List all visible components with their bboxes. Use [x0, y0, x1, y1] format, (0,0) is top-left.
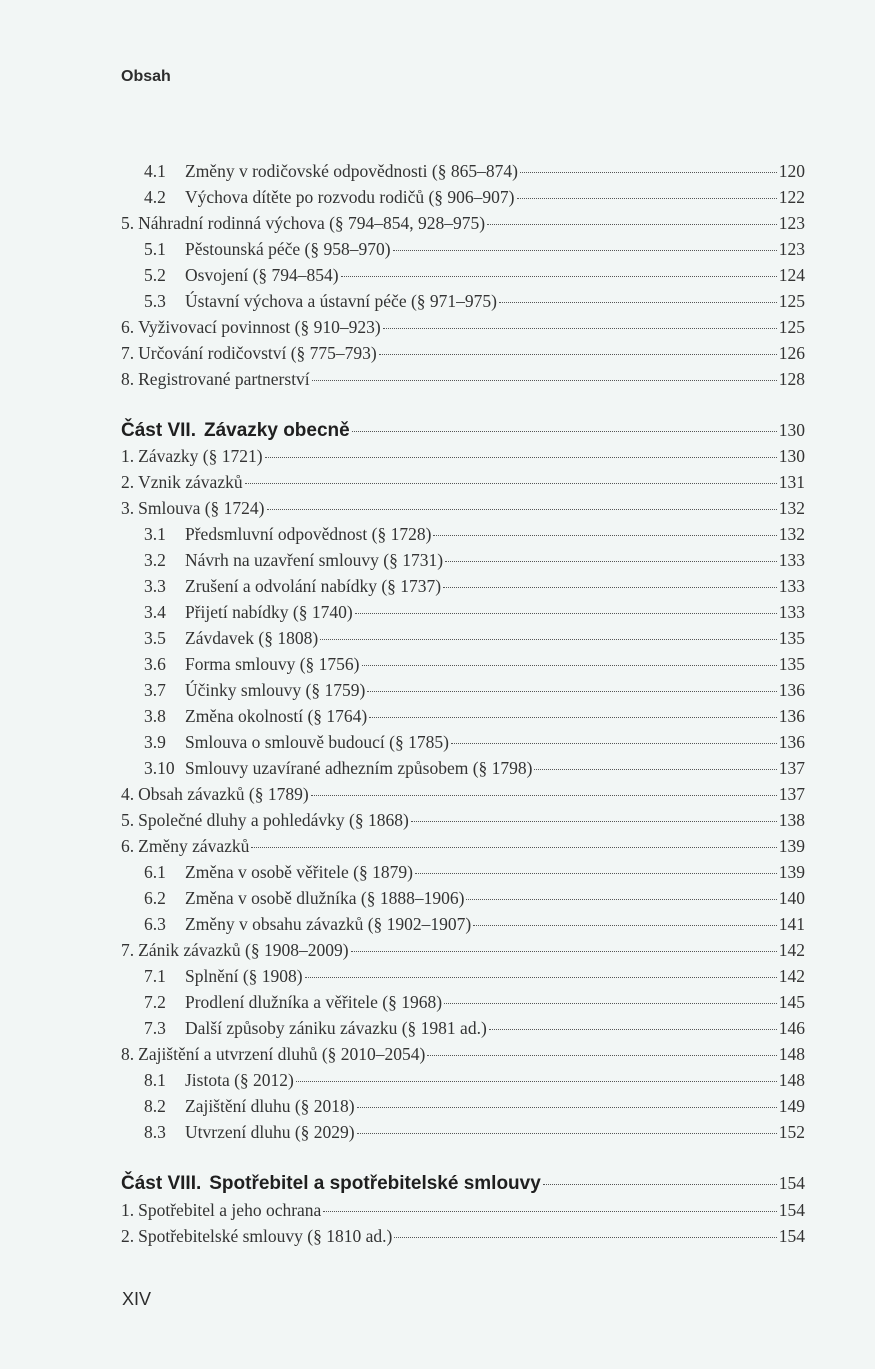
toc-entry-title: Návrh na uzavření smlouvy (§ 1731): [185, 550, 444, 570]
toc-entry-title: Změna v osobě dlužníka (§ 1888–1906): [185, 888, 465, 908]
toc-entry-number: 7.: [121, 343, 135, 363]
toc-entry: [144, 1067, 805, 1093]
toc-entry-title: Spotřebitel a spotřebitelské smlouvy: [209, 1173, 541, 1194]
toc-entry: [121, 937, 805, 963]
dot-leader: [383, 328, 777, 329]
dot-leader: [379, 354, 777, 355]
dot-leader: [357, 1133, 777, 1134]
toc-entry: [121, 495, 805, 521]
toc-entry-page: 148: [778, 1044, 805, 1064]
toc-entry-page: 122: [778, 187, 805, 207]
toc-entry-title: Další způsoby zániku závazku (§ 1981 ad.): [185, 1018, 487, 1038]
toc-entry-page: 146: [778, 1018, 805, 1038]
toc-entry: [144, 599, 805, 625]
toc-entry-number: 3.2: [144, 550, 166, 570]
dot-leader: [296, 1081, 777, 1082]
dot-leader: [517, 198, 777, 199]
toc-part-heading: [121, 417, 805, 443]
toc-entry-title: Změna v osobě věřitele (§ 1879): [185, 862, 413, 882]
dot-leader: [466, 899, 776, 900]
toc-entry-number: 3.3: [144, 576, 166, 596]
dot-leader: [444, 1003, 777, 1004]
toc-entry-title: Zánik závazků (§ 1908–2009): [138, 940, 349, 960]
dot-leader: [267, 509, 777, 510]
toc-entry-page: 140: [778, 888, 805, 908]
toc-entry: [144, 521, 805, 547]
toc-entry-page: 148: [778, 1070, 805, 1090]
toc-entry-page: 133: [778, 576, 805, 596]
toc-entry-page: 154: [778, 1226, 805, 1246]
toc-entry-number: 6.3: [144, 914, 166, 934]
toc-entry-title: Vznik závazků: [138, 472, 243, 492]
toc-entry-page: 154: [778, 1200, 805, 1220]
toc-entry-page: 138: [778, 810, 805, 830]
toc-entry-title: Smlouva (§ 1724): [138, 498, 265, 518]
toc-entry: [121, 366, 805, 392]
toc-entry-page: 145: [778, 992, 805, 1012]
toc-entry-number: 7.2: [144, 992, 166, 1012]
toc-entry-page: 126: [778, 343, 805, 363]
toc-entry: [144, 651, 805, 677]
toc-entry-page: 136: [778, 706, 805, 726]
toc-entry-title: Pěstounská péče (§ 958–970): [185, 239, 391, 259]
toc-entry-page: 124: [778, 265, 805, 285]
toc-entry: [144, 963, 805, 989]
toc-entry: [144, 755, 805, 781]
toc-entry: [121, 469, 805, 495]
toc-entry-page: 139: [778, 862, 805, 882]
dot-leader: [312, 380, 777, 381]
toc-entry: [144, 288, 805, 314]
toc-entry-page: 120: [778, 161, 805, 181]
toc-entry-number: 8.3: [144, 1122, 166, 1142]
toc-entry-number: 3.5: [144, 628, 166, 648]
toc-entry-title: Forma smlouvy (§ 1756): [185, 654, 360, 674]
toc-entry: [121, 340, 805, 366]
toc-entry: [121, 1197, 805, 1223]
toc-entry: [121, 1041, 805, 1067]
toc-entry-number: Část VIII.: [121, 1173, 202, 1194]
toc-entry-number: 1.: [121, 446, 135, 466]
toc-entry: [144, 859, 805, 885]
toc-entry-title: Utvrzení dluhu (§ 2029): [185, 1122, 355, 1142]
toc-entry-title: Osvojení (§ 794–854): [185, 265, 339, 285]
toc-entry-number: 4.2: [144, 187, 166, 207]
toc-entry: [144, 911, 805, 937]
toc-entry-page: 149: [778, 1096, 805, 1116]
dot-leader: [489, 1029, 777, 1030]
toc-entry-number: 5.3: [144, 291, 166, 311]
toc-entry-title: Zajištění a utvrzení dluhů (§ 2010–2054): [138, 1044, 426, 1064]
dot-leader: [351, 951, 777, 952]
dot-leader: [311, 795, 777, 796]
dot-leader: [411, 821, 777, 822]
toc-part-heading: [121, 1170, 805, 1196]
toc-entry-page: 154: [778, 1173, 805, 1193]
running-header: Obsah: [121, 68, 171, 85]
toc-entry-title: Spotřebitel a jeho ochrana: [138, 1200, 322, 1220]
dot-leader: [393, 250, 777, 251]
dot-leader: [520, 172, 777, 173]
toc-entry: [144, 677, 805, 703]
toc-entry-title: Náhradní rodinná výchova (§ 794–854, 928–975): [138, 213, 486, 233]
toc-entry-number: 6.2: [144, 888, 166, 908]
dot-leader: [367, 691, 776, 692]
toc-entry-number: 8.1: [144, 1070, 166, 1090]
toc-entry-number: 7.3: [144, 1018, 166, 1038]
toc-entry: [144, 236, 805, 262]
toc-entry-title: Společné dluhy a pohledávky (§ 1868): [138, 810, 409, 830]
toc-entry-page: 136: [778, 680, 805, 700]
dot-leader: [352, 431, 777, 432]
toc-entry: [144, 1119, 805, 1145]
toc-entry-title: Změna okolností (§ 1764): [185, 706, 368, 726]
toc-entry-number: 3.4: [144, 602, 166, 622]
toc-entry-number: 3.1: [144, 524, 166, 544]
toc-entry-page: 130: [778, 420, 805, 440]
toc-entry-number: 2.: [121, 1226, 135, 1246]
toc-entry-title: Změny v obsahu závazků (§ 1902–1907): [185, 914, 472, 934]
toc-entry: [121, 314, 805, 340]
toc-entry-page: 142: [778, 966, 805, 986]
toc-entry-title: Předsmluvní odpovědnost (§ 1728): [185, 524, 432, 544]
toc-entry-number: 7.: [121, 940, 135, 960]
toc-entry-number: 3.: [121, 498, 135, 518]
toc-entry-title: Spotřebitelské smlouvy (§ 1810 ad.): [138, 1226, 393, 1246]
toc-entry-title: Změny v rodičovské odpovědnosti (§ 865–874): [185, 161, 518, 181]
toc-entry-number: 5.: [121, 213, 135, 233]
toc-entry-page: 123: [778, 239, 805, 259]
dot-leader: [473, 925, 777, 926]
dot-leader: [445, 561, 777, 562]
toc-entry-number: 8.: [121, 369, 135, 389]
toc-entry: [144, 729, 805, 755]
toc-entry-title: Prodlení dlužníka a věřitele (§ 1968): [185, 992, 443, 1012]
toc-entry-number: 7.1: [144, 966, 166, 986]
toc-entry: [144, 989, 805, 1015]
toc-entry-number: Část VII.: [121, 420, 196, 441]
toc-entry: [144, 573, 805, 599]
toc-entry-number: 6.1: [144, 862, 166, 882]
toc-entry: [121, 781, 805, 807]
toc-entry-title: Účinky smlouvy (§ 1759): [185, 680, 366, 700]
toc-entry-page: 137: [778, 784, 805, 804]
dot-leader: [534, 769, 776, 770]
toc-entry-page: 136: [778, 732, 805, 752]
toc-entry-title: Smlouvy uzavírané adhezním způsobem (§ 1798): [185, 758, 533, 778]
toc-entry-page: 128: [778, 369, 805, 389]
toc-entry-page: 131: [778, 472, 805, 492]
toc-entry-number: 1.: [121, 1200, 135, 1220]
toc-entry: [144, 703, 805, 729]
toc-entry-title: Vyživovací povinnost (§ 910–923): [138, 317, 381, 337]
dot-leader: [427, 1055, 776, 1056]
toc-entry-title: Splnění (§ 1908): [185, 966, 303, 986]
toc-entry-number: 5.: [121, 810, 135, 830]
toc-entry-page: 137: [778, 758, 805, 778]
dot-leader: [369, 717, 776, 718]
dot-leader: [394, 1237, 776, 1238]
dot-leader: [443, 587, 777, 588]
toc-entry: [144, 158, 805, 184]
toc-entry: [144, 625, 805, 651]
toc-entry-title: Přijetí nabídky (§ 1740): [185, 602, 353, 622]
toc-entry-title: Závazky (§ 1721): [138, 446, 263, 466]
toc-entry: [121, 833, 805, 859]
toc-entry: [121, 210, 805, 236]
toc-entry: [144, 1015, 805, 1041]
toc-entry-number: 4.: [121, 784, 135, 804]
dot-leader: [265, 457, 777, 458]
toc-entry-page: 125: [778, 317, 805, 337]
dot-leader: [323, 1211, 776, 1212]
toc-entry-number: 6.: [121, 836, 135, 856]
toc-entry: [144, 262, 805, 288]
toc-entry: [144, 885, 805, 911]
dot-leader: [341, 276, 777, 277]
toc-entry-number: 8.2: [144, 1096, 166, 1116]
toc-entry-title: Změny závazků: [138, 836, 250, 856]
dot-leader: [499, 302, 777, 303]
dot-leader: [451, 743, 777, 744]
dot-leader: [433, 535, 776, 536]
toc-entry-number: 3.10: [144, 758, 175, 778]
toc-entry-number: 2.: [121, 472, 135, 492]
toc-entry-page: 142: [778, 940, 805, 960]
toc-entry-title: Výchova dítěte po rozvodu rodičů (§ 906–907): [185, 187, 515, 207]
toc-entry-page: 130: [778, 446, 805, 466]
toc-entry-page: 141: [778, 914, 805, 934]
toc-entry-page: 139: [778, 836, 805, 856]
toc-entry-number: 8.: [121, 1044, 135, 1064]
toc-entry-number: 6.: [121, 317, 135, 337]
toc-entry-number: 3.6: [144, 654, 166, 674]
toc-entry-number: 3.9: [144, 732, 166, 752]
dot-leader: [320, 639, 777, 640]
toc-entry-page: 135: [778, 628, 805, 648]
toc-entry-page: 125: [778, 291, 805, 311]
toc-entry: [144, 184, 805, 210]
toc-entry-title: Jistota (§ 2012): [185, 1070, 294, 1090]
toc-entry-number: 5.1: [144, 239, 166, 259]
toc-entry-title: Zajištění dluhu (§ 2018): [185, 1096, 355, 1116]
toc-entry: [121, 443, 805, 469]
toc-entry-page: 152: [778, 1122, 805, 1142]
toc-entry: [144, 1093, 805, 1119]
toc-entry: [121, 807, 805, 833]
dot-leader: [355, 613, 777, 614]
toc-entry-page: 133: [778, 602, 805, 622]
toc-entry-page: 133: [778, 550, 805, 570]
toc-entry-title: Závdavek (§ 1808): [185, 628, 319, 648]
toc-entry-title: Určování rodičovství (§ 775–793): [138, 343, 377, 363]
toc-entry-title: Obsah závazků (§ 1789): [138, 784, 309, 804]
toc-entry-title: Ústavní výchova a ústavní péče (§ 971–975): [185, 291, 498, 311]
toc-entry-number: 4.1: [144, 161, 166, 181]
dot-leader: [543, 1184, 777, 1185]
dot-leader: [251, 847, 776, 848]
toc-entry-title: Smlouva o smlouvě budoucí (§ 1785): [185, 732, 449, 752]
page-number: XIV: [122, 1289, 152, 1309]
dot-leader: [487, 224, 777, 225]
toc-entry-title: Zrušení a odvolání nabídky (§ 1737): [185, 576, 442, 596]
toc-entry-number: 5.2: [144, 265, 166, 285]
dot-leader: [357, 1107, 777, 1108]
dot-leader: [415, 873, 777, 874]
toc-entry-number: 3.7: [144, 680, 166, 700]
toc-entry-page: 135: [778, 654, 805, 674]
dot-leader: [305, 977, 777, 978]
toc-entry-page: 132: [778, 498, 805, 518]
dot-leader: [362, 665, 777, 666]
toc-entry-page: 123: [778, 213, 805, 233]
toc-entry-title: Závazky obecně: [203, 420, 350, 441]
toc-entry-title: Registrované partnerství: [138, 369, 310, 389]
toc-entry-page: 132: [778, 524, 805, 544]
toc-entry: [144, 547, 805, 573]
toc-entry-number: 3.8: [144, 706, 166, 726]
toc-entry: [121, 1223, 805, 1249]
dot-leader: [245, 483, 777, 484]
